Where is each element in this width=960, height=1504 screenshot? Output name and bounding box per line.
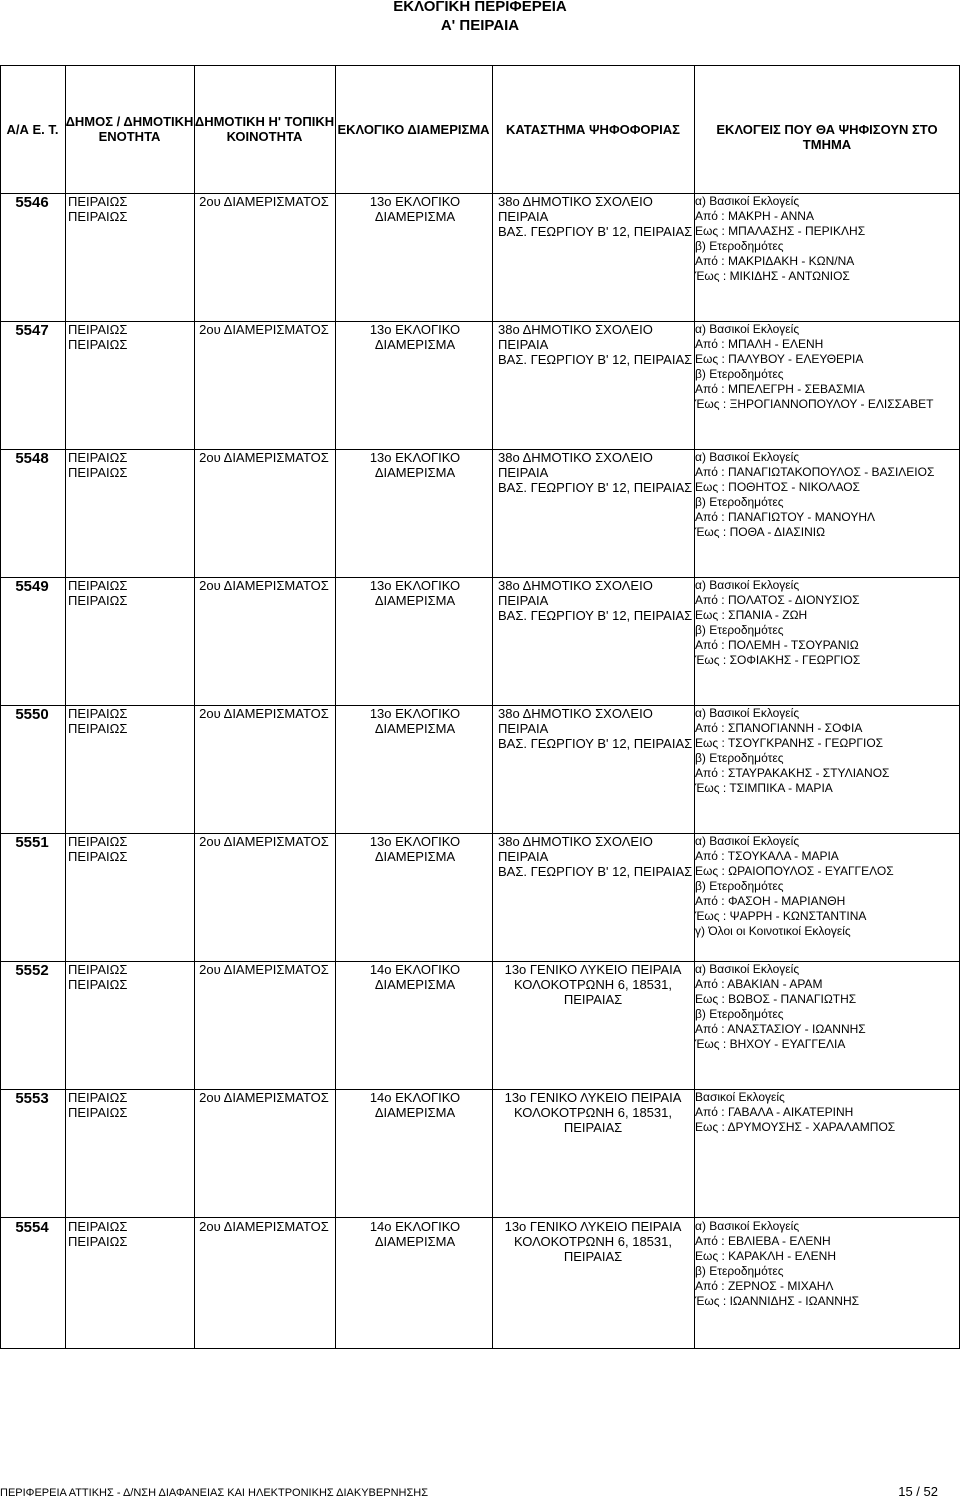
table-row bbox=[0, 1219, 960, 1347]
row-katastima-line: 38ο ΔΗΜΟΤΙΚΟ ΣΧΟΛΕΙΟ ΠΕΙΡΑΙΑ bbox=[498, 194, 653, 224]
row-dimos bbox=[68, 578, 192, 608]
row-voters-line: Από : ΦΑΣΟΗ - ΜΑΡΙΑΝΘΗ bbox=[695, 894, 846, 908]
row-dimos-line1: ΠΕΙΡΑΙΩΣ bbox=[68, 450, 128, 465]
row-voters-line: β) Ετεροδημότες bbox=[695, 879, 784, 893]
row-katastima-line: 38ο ΔΗΜΟΤΙΚΟ ΣΧΟΛΕΙΟ ΠΕΙΡΑΙΑ bbox=[498, 578, 653, 608]
row-katastima bbox=[492, 450, 700, 495]
header-dimos-line2: ΕΝΟΤΗΤΑ bbox=[98, 129, 161, 144]
row-katastima-line: 13ο ΓΕΝΙΚΟ ΛΥΚΕΙΟ ΠΕΙΡΑΙΑ bbox=[504, 1219, 682, 1234]
row-katastima bbox=[492, 322, 700, 367]
row-voters-line: β) Ετεροδημότες bbox=[695, 495, 784, 509]
row-voters-line: α) Βασικοί Εκλογείς bbox=[695, 834, 800, 848]
row-voters-line: α) Βασικοί Εκλογείς bbox=[695, 450, 800, 464]
row-voters-line: Από : ΑΝΑΣΤΑΣΙΟΥ - ΙΩΑΝΝΗΣ bbox=[695, 1022, 866, 1036]
row-aa: 5548 bbox=[15, 450, 49, 467]
row-voters-line: α) Βασικοί Εκλογείς bbox=[695, 194, 800, 208]
row-voters-line: β) Ετεροδημότες bbox=[695, 1007, 784, 1021]
row-katastima bbox=[492, 578, 700, 623]
row-voters bbox=[695, 322, 959, 412]
row-katastima-line: ΚΟΛΟΚΟΤΡΩΝΗ 6, 18531, bbox=[514, 977, 672, 992]
row-diamerisma-line1: 13ο ΕΚΛΟΓΙΚΟ bbox=[369, 834, 461, 849]
row-katastima-line: 38ο ΔΗΜΟΤΙΚΟ ΣΧΟΛΕΙΟ ΠΕΙΡΑΙΑ bbox=[498, 834, 653, 864]
row-voters-line: α) Βασικοί Εκλογείς bbox=[695, 1219, 800, 1233]
row-dimos bbox=[68, 450, 192, 480]
row-voters-line: β) Ετεροδημότες bbox=[695, 367, 784, 381]
row-voters-line: β) Ετεροδημότες bbox=[695, 623, 784, 637]
row-diamerisma-line2: ΔΙΑΜΕΡΙΣΜΑ bbox=[374, 209, 456, 224]
row-voters-line: Έως : ΤΣΙΜΠΙΚΑ - ΜΑΡΙΑ bbox=[695, 781, 833, 795]
table-row bbox=[0, 450, 960, 578]
row-voters-line: Εως : ΠΑΛΥΒΟΥ - ΕΛΕΥΘΕΡΙΑ bbox=[695, 352, 864, 366]
row-diamerisma bbox=[340, 194, 490, 224]
row-aa: 5546 bbox=[15, 194, 49, 211]
row-diamerisma-line2: ΔΙΑΜΕΡΙΣΜΑ bbox=[374, 977, 456, 992]
row-voters-line: Εως : ΩΡΑΙΟΠΟΥΛΟΣ - ΕΥΑΓΓΕΛΟΣ bbox=[695, 864, 894, 878]
row-aa: 5552 bbox=[15, 962, 49, 979]
row-voters-line: Από : ΜΑΚΡΗ - ΑΝΝΑ bbox=[695, 209, 814, 223]
row-voters bbox=[695, 1219, 959, 1309]
row-aa: 5547 bbox=[15, 322, 49, 339]
row-katastima-line: ΚΟΛΟΚΟΤΡΩΝΗ 6, 18531, bbox=[514, 1105, 672, 1120]
row-aa: 5553 bbox=[15, 1090, 49, 1107]
row-voters-line: α) Βασικοί Εκλογείς bbox=[695, 706, 800, 720]
header-koinotita-line2: ΚΟΙΝΟΤΗΤΑ bbox=[226, 129, 303, 144]
row-voters-line: Από : ΜΠΑΛΗ - ΕΛΕΝΗ bbox=[695, 337, 824, 351]
row-katastima bbox=[492, 834, 700, 879]
table-row bbox=[0, 194, 960, 322]
footer-text: ΠΕΡΙΦΕΡΕΙΑ ΑΤΤΙΚΗΣ - Δ/ΝΣΗ ΔΙΑΦΑΝΕΙΑΣ ΚΑΙ ΗΛΕΚΤΡΟΝΙΚΗΣ ΔΙΑΚΥΒΕΡΝΗΣΗΣ bbox=[0, 1487, 429, 1499]
row-diamerisma-line2: ΔΙΑΜΕΡΙΣΜΑ bbox=[374, 337, 456, 352]
row-diamerisma bbox=[340, 1219, 490, 1249]
row-diamerisma-line1: 14ο ΕΚΛΟΓΙΚΟ bbox=[369, 1219, 461, 1234]
row-voters-line: Εως : ΤΣΟΥΓΚΡΑΝΗΣ - ΓΕΩΡΓΙΟΣ bbox=[695, 736, 884, 750]
row-voters-line: β) Ετεροδημότες bbox=[695, 751, 784, 765]
row-diamerisma-line2: ΔΙΑΜΕΡΙΣΜΑ bbox=[374, 721, 456, 736]
row-aa: 5550 bbox=[15, 706, 49, 723]
row-voters-line: Από : ΠΟΛΕΜΗ - ΤΣΟΥΡΑΝΙΩ bbox=[695, 638, 859, 652]
row-dimos-line2: ΠΕΙΡΑΙΩΣ bbox=[68, 977, 128, 992]
row-katastima-line: ΠΕΙΡΑΙΑΣ bbox=[563, 1120, 623, 1135]
row-voters bbox=[695, 962, 959, 1052]
row-voters-line: Έως : ΣΟΦΙΑΚΗΣ - ΓΕΩΡΓΙΟΣ bbox=[695, 653, 861, 667]
row-dimos-line2: ΠΕΙΡΑΙΩΣ bbox=[68, 849, 128, 864]
row-voters-line: Από : ΖΕΡΝΟΣ - ΜΙΧΑΗΛ bbox=[695, 1279, 834, 1293]
row-voters-line: Από : ΠΑΝΑΓΙΩΤΑΚΟΠΟΥΛΟΣ - ΒΑΣΙΛΕΙΟΣ bbox=[695, 465, 935, 479]
row-diamerisma bbox=[340, 706, 490, 736]
row-katastima bbox=[492, 962, 694, 1007]
header-katastima: ΚΑΤΑΣΤΗΜΑ ΨΗΦΟΦΟΡΙΑΣ bbox=[506, 122, 680, 137]
row-dimos-line1: ΠΕΙΡΑΙΩΣ bbox=[68, 194, 128, 209]
row-dimos-line1: ΠΕΙΡΑΙΩΣ bbox=[68, 962, 128, 977]
row-diamerisma bbox=[340, 450, 490, 480]
row-dimos-line1: ΠΕΙΡΑΙΩΣ bbox=[68, 578, 128, 593]
row-voters-line: Από : ΠΑΝΑΓΙΩΤΟΥ - ΜΑΝΟΥΗΛ bbox=[695, 510, 876, 524]
row-voters-line: Εως : ΔΡΥΜΟΥΣΗΣ - ΧΑΡΑΛΑΜΠΟΣ bbox=[695, 1120, 896, 1134]
row-katastima-line: 13ο ΓΕΝΙΚΟ ΛΥΚΕΙΟ ΠΕΙΡΑΙΑ bbox=[504, 962, 682, 977]
row-katastima-line: ΒΑΣ. ΓΕΩΡΓΙΟΥ Β' 12, ΠΕΙΡΑΙΑΣ bbox=[498, 224, 693, 239]
row-diamerisma bbox=[340, 578, 490, 608]
row-voters bbox=[695, 834, 959, 939]
row-katastima-line: ΒΑΣ. ΓΕΩΡΓΙΟΥ Β' 12, ΠΕΙΡΑΙΑΣ bbox=[498, 480, 693, 495]
row-voters-line: β) Ετεροδημότες bbox=[695, 239, 784, 253]
row-katastima-line: ΒΑΣ. ΓΕΩΡΓΙΟΥ Β' 12, ΠΕΙΡΑΙΑΣ bbox=[498, 608, 693, 623]
header-aa: Α/Α Ε. Τ. bbox=[6, 122, 59, 137]
row-voters-line: Εως : ΜΠΑΛΑΣΗΣ - ΠΕΡΙΚΛΗΣ bbox=[695, 224, 866, 238]
row-koinotita: 2ου ΔΙΑΜΕΡΙΣΜΑΤΟΣ bbox=[199, 450, 329, 465]
row-koinotita: 2ου ΔΙΑΜΕΡΙΣΜΑΤΟΣ bbox=[199, 322, 329, 337]
row-diamerisma-line1: 13ο ΕΚΛΟΓΙΚΟ bbox=[369, 450, 461, 465]
row-katastima-line: 38ο ΔΗΜΟΤΙΚΟ ΣΧΟΛΕΙΟ ΠΕΙΡΑΙΑ bbox=[498, 706, 653, 736]
row-aa: 5554 bbox=[15, 1219, 49, 1236]
row-dimos-line1: ΠΕΙΡΑΙΩΣ bbox=[68, 1219, 128, 1234]
row-koinotita: 2ου ΔΙΑΜΕΡΙΣΜΑΤΟΣ bbox=[199, 706, 329, 721]
row-voters-line: Από : ΜΠΕΛΕΓΡΗ - ΣΕΒΑΣΜΙΑ bbox=[695, 382, 865, 396]
row-voters-line: Από : ΤΣΟΥΚΑΛΑ - ΜΑΡΙΑ bbox=[695, 849, 839, 863]
table-row bbox=[0, 962, 960, 1090]
row-koinotita: 2ου ΔΙΑΜΕΡΙΣΜΑΤΟΣ bbox=[199, 194, 329, 209]
table-row bbox=[0, 322, 960, 450]
row-katastima-line: 38ο ΔΗΜΟΤΙΚΟ ΣΧΟΛΕΙΟ ΠΕΙΡΑΙΑ bbox=[498, 450, 653, 480]
row-koinotita: 2ου ΔΙΑΜΕΡΙΣΜΑΤΟΣ bbox=[199, 1090, 329, 1105]
row-diamerisma-line2: ΔΙΑΜΕΡΙΣΜΑ bbox=[374, 1105, 456, 1120]
row-koinotita: 2ου ΔΙΑΜΕΡΙΣΜΑΤΟΣ bbox=[199, 578, 329, 593]
row-diamerisma-line1: 14ο ΕΚΛΟΓΙΚΟ bbox=[369, 962, 461, 977]
row-voters-line: Έως : ΠΟΘΑ - ΔΙΑΣΙΝΙΩ bbox=[695, 525, 826, 539]
row-dimos-line2: ΠΕΙΡΑΙΩΣ bbox=[68, 593, 128, 608]
row-katastima-line: ΠΕΙΡΑΙΑΣ bbox=[563, 992, 623, 1007]
row-voters bbox=[695, 450, 959, 540]
page-number: 15 / 52 bbox=[898, 1484, 938, 1499]
row-dimos bbox=[68, 706, 192, 736]
row-diamerisma-line1: 13ο ΕΚΛΟΓΙΚΟ bbox=[369, 706, 461, 721]
row-katastima-line: ΒΑΣ. ΓΕΩΡΓΙΟΥ Β' 12, ΠΕΙΡΑΙΑΣ bbox=[498, 352, 693, 367]
header-voters: ΕΚΛΟΓΕΙΣ ΠΟΥ ΘΑ ΨΗΦΙΣΟΥΝ ΣΤΟ ΤΜΗΜΑ bbox=[716, 122, 938, 152]
row-katastima-line: ΒΑΣ. ΓΕΩΡΓΙΟΥ Β' 12, ΠΕΙΡΑΙΑΣ bbox=[498, 736, 693, 751]
row-aa: 5551 bbox=[15, 834, 49, 851]
row-voters-line: Εως : ΚΑΡΑΚΛΗ - ΕΛΕΝΗ bbox=[695, 1249, 836, 1263]
row-koinotita: 2ου ΔΙΑΜΕΡΙΣΜΑΤΟΣ bbox=[199, 834, 329, 849]
row-dimos bbox=[68, 322, 192, 352]
row-dimos bbox=[68, 962, 192, 992]
row-diamerisma-line2: ΔΙΑΜΕΡΙΣΜΑ bbox=[374, 593, 456, 608]
row-voters-line: Από : ΕΒΛΙΕΒΑ - ΕΛΕΝΗ bbox=[695, 1234, 831, 1248]
row-voters-line: Έως : ΒΗΧΟΥ - ΕΥΑΓΓΕΛΙΑ bbox=[695, 1037, 846, 1051]
row-katastima bbox=[492, 194, 700, 239]
row-dimos-line1: ΠΕΙΡΑΙΩΣ bbox=[68, 322, 128, 337]
row-dimos-line1: ΠΕΙΡΑΙΩΣ bbox=[68, 706, 128, 721]
page-title: ΕΚΛΟΓΙΚΗ ΠΕΡΙΦΕΡΕΙΑ bbox=[393, 0, 567, 15]
row-voters-line: Εως : ΠΟΘΗΤΟΣ - ΝΙΚΟΛΑΟΣ bbox=[695, 480, 860, 494]
row-katastima-line: ΠΕΙΡΑΙΑΣ bbox=[563, 1249, 623, 1264]
table-row bbox=[0, 578, 960, 706]
row-voters-line: Έως : ΨΑΡΡΗ - ΚΩΝΣΤΑΝΤΙΝΑ bbox=[695, 909, 867, 923]
row-voters-line: Από : ΣΤΑΥΡΑΚΑΚΗΣ - ΣΤΥΛΙΑΝΟΣ bbox=[695, 766, 890, 780]
row-diamerisma bbox=[340, 834, 490, 864]
row-dimos-line2: ΠΕΙΡΑΙΩΣ bbox=[68, 465, 128, 480]
row-diamerisma-line1: 14ο ΕΚΛΟΓΙΚΟ bbox=[369, 1090, 461, 1105]
row-dimos-line1: ΠΕΙΡΑΙΩΣ bbox=[68, 834, 128, 849]
header-koinotita-line1: ΔΗΜΟΤΙΚΗ Η' ΤΟΠΙΚΗ bbox=[194, 114, 335, 129]
table-row bbox=[0, 834, 960, 962]
row-diamerisma bbox=[340, 1090, 490, 1120]
row-voters-line: Έως : ΜΙΚΙΔΗΣ - ΑΝΤΩΝΙΟΣ bbox=[695, 269, 850, 283]
row-voters-line: Από : ΠΟΛΑΤΟΣ - ΔΙΟΝΥΣΙΟΣ bbox=[695, 593, 860, 607]
row-dimos bbox=[68, 1090, 192, 1120]
row-dimos bbox=[68, 1219, 192, 1249]
row-katastima-line: 38ο ΔΗΜΟΤΙΚΟ ΣΧΟΛΕΙΟ ΠΕΙΡΑΙΑ bbox=[498, 322, 653, 352]
row-voters-line: Εως : ΣΠΑΝΙΑ - ΖΩΗ bbox=[695, 608, 808, 622]
row-katastima-line: ΒΑΣ. ΓΕΩΡΓΙΟΥ Β' 12, ΠΕΙΡΑΙΑΣ bbox=[498, 864, 693, 879]
row-voters-line: Βασικοί Εκλογείς bbox=[695, 1090, 785, 1104]
row-diamerisma-line1: 13ο ΕΚΛΟΓΙΚΟ bbox=[369, 578, 461, 593]
header-dimos-line1: ΔΗΜΟΣ / ΔΗΜΟΤΙΚΗ bbox=[65, 114, 194, 129]
row-voters-line: Από : ΑΒΑΚΙΑΝ - ΑΡΑΜ bbox=[695, 977, 823, 991]
row-diamerisma-line2: ΔΙΑΜΕΡΙΣΜΑ bbox=[374, 1234, 456, 1249]
row-dimos-line2: ΠΕΙΡΑΙΩΣ bbox=[68, 1234, 128, 1249]
row-katastima bbox=[492, 1090, 694, 1135]
row-voters-line: α) Βασικοί Εκλογείς bbox=[695, 322, 800, 336]
row-dimos-line2: ΠΕΙΡΑΙΩΣ bbox=[68, 1105, 128, 1120]
row-koinotita: 2ου ΔΙΑΜΕΡΙΣΜΑΤΟΣ bbox=[199, 1219, 329, 1234]
table-row bbox=[0, 706, 960, 834]
row-katastima-line: ΚΟΛΟΚΟΤΡΩΝΗ 6, 18531, bbox=[514, 1234, 672, 1249]
row-katastima bbox=[492, 706, 700, 751]
row-diamerisma-line1: 13ο ΕΚΛΟΓΙΚΟ bbox=[369, 322, 461, 337]
row-aa: 5549 bbox=[15, 578, 49, 595]
row-diamerisma bbox=[340, 322, 490, 352]
row-voters-line: Έως : ΞΗΡΟΓΙΑΝΝΟΠΟΥΛΟΥ - ΕΛΙΣΣΑΒΕΤ bbox=[695, 397, 934, 411]
row-dimos bbox=[68, 834, 192, 864]
row-voters bbox=[695, 578, 959, 668]
row-diamerisma-line2: ΔΙΑΜΕΡΙΣΜΑ bbox=[374, 849, 456, 864]
row-voters bbox=[695, 706, 959, 796]
row-dimos-line2: ΠΕΙΡΑΙΩΣ bbox=[68, 721, 128, 736]
row-diamerisma-line1: 13ο ΕΚΛΟΓΙΚΟ bbox=[369, 194, 461, 209]
row-voters-line: Από : ΣΠΑΝΟΓΙΑΝΝΗ - ΣΟΦΙΑ bbox=[695, 721, 863, 735]
row-diamerisma-line2: ΔΙΑΜΕΡΙΣΜΑ bbox=[374, 465, 456, 480]
table-row bbox=[0, 1090, 960, 1218]
row-voters-line: Από : ΜΑΚΡΙΔΑΚΗ - ΚΩΝ/ΝΑ bbox=[695, 254, 855, 268]
row-katastima bbox=[492, 1219, 694, 1264]
row-dimos-line2: ΠΕΙΡΑΙΩΣ bbox=[68, 209, 128, 224]
row-voters bbox=[695, 194, 959, 284]
row-dimos bbox=[68, 194, 192, 224]
row-voters-line: Από : ΓΑΒΑΛΑ - ΑΙΚΑΤΕΡΙΝΗ bbox=[695, 1105, 854, 1119]
row-katastima-line: 13ο ΓΕΝΙΚΟ ΛΥΚΕΙΟ ΠΕΙΡΑΙΑ bbox=[504, 1090, 682, 1105]
row-voters-line: α) Βασικοί Εκλογείς bbox=[695, 578, 800, 592]
row-voters bbox=[695, 1090, 959, 1135]
header-diamerisma: ΕΚΛΟΓΙΚΟ ΔΙΑΜΕΡΙΣΜΑ bbox=[337, 122, 490, 137]
row-voters-line: Εως : ΒΩΒΟΣ - ΠΑΝΑΓΙΩΤΗΣ bbox=[695, 992, 857, 1006]
row-voters-line: Έως : ΙΩΑΝΝΙΔΗΣ - ΙΩΑΝΝΗΣ bbox=[695, 1294, 860, 1308]
row-diamerisma bbox=[340, 962, 490, 992]
page-subtitle: Α' ΠΕΙΡΑΙΑ bbox=[440, 17, 520, 34]
row-koinotita: 2ου ΔΙΑΜΕΡΙΣΜΑΤΟΣ bbox=[199, 962, 329, 977]
row-voters-line: α) Βασικοί Εκλογείς bbox=[695, 962, 800, 976]
row-dimos-line2: ΠΕΙΡΑΙΩΣ bbox=[68, 337, 128, 352]
row-voters-line: γ) Όλοι οι Κοινοτικοί Εκλογείς bbox=[695, 924, 851, 938]
row-voters-line: β) Ετεροδημότες bbox=[695, 1264, 784, 1278]
row-dimos-line1: ΠΕΙΡΑΙΩΣ bbox=[68, 1090, 128, 1105]
